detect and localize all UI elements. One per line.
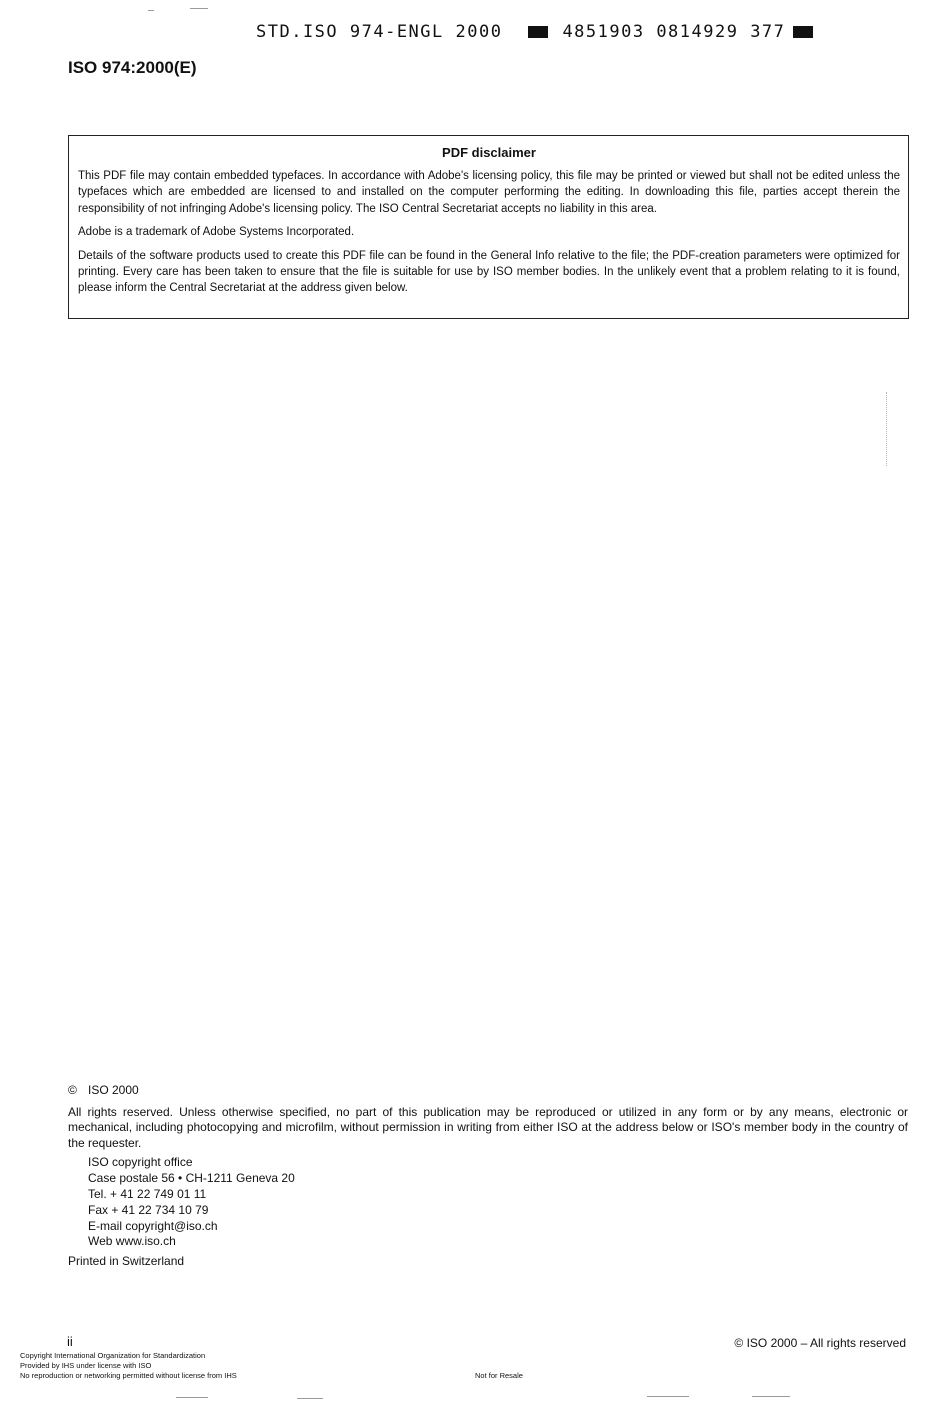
scan-artifact [647, 1396, 689, 1397]
scan-artifact [148, 10, 154, 11]
rights-text: All rights reserved. Unless otherwise specified, no part of this publication may be reproduced or utilized in any form or by any means, electronic or mechanical, including photocopying and microfilm, without permission in writing from either ISO at the address below or ISO's member body in the country of the requester. [68, 1104, 908, 1150]
scan-artifact [752, 1396, 790, 1397]
ihs-line: Copyright International Organization for Standardization [20, 1351, 206, 1360]
disclaimer-title: PDF disclaimer [442, 145, 536, 160]
copyright-notice-text: ISO 2000 [88, 1083, 139, 1097]
barcode-block [528, 26, 548, 38]
scan-artifact [176, 1397, 208, 1398]
address-line: ISO copyright office [88, 1155, 193, 1170]
scan-artifact [190, 8, 208, 9]
copyright-symbol: © [68, 1083, 77, 1097]
ihs-license-notice [20, 1351, 237, 1381]
std-header-line [256, 22, 813, 42]
barcode-block [793, 26, 813, 38]
address-line: Fax + 41 22 734 10 79 [88, 1202, 209, 1217]
copyright-notice [68, 1083, 908, 1099]
copyright-section [68, 1083, 908, 1270]
address-line: Case postale 56 • CH-1211 Geneva 20 [88, 1171, 295, 1186]
scan-artifact [297, 1398, 323, 1399]
pdf-disclaimer-box [68, 135, 909, 319]
address-line: E-mail copyright@iso.ch [88, 1218, 218, 1233]
ihs-line: Provided by IHS under license with ISO [20, 1361, 152, 1370]
disclaimer-paragraph: This PDF file may contain embedded typefaces. In accordance with Adobe's licensing policy, this file may be printed or viewed but shall not be edited unless the typefaces which are embedded are licensed to and installed on the computer performing the editing. In downloading this file, parties accept therein the responsibility of not infringing Adobe's licensing policy. The ISO Central Secretariat accepts no liability in this area. [78, 170, 900, 215]
document-id: ISO 974:2000(E) [68, 58, 197, 77]
barcode-code: 4851903 0814929 377 [562, 22, 786, 42]
disclaimer-paragraph: Adobe is a trademark of Adobe Systems Incorporated. [78, 226, 355, 239]
address-line: Tel. + 41 22 749 01 11 [88, 1186, 207, 1201]
not-for-resale: Not for Resale [475, 1371, 523, 1380]
printed-in: Printed in Switzerland [68, 1254, 185, 1269]
ihs-line: No reproduction or networking permitted without license from IHS [20, 1371, 237, 1380]
disclaimer-paragraph: Details of the software products used to create this PDF file can be found in the General Info relative to the file; the PDF-creation parameters were optimized for printing. Every care has been taken to ensure that the file is suitable for use by ISO member bodies. In the unlikely event that a problem relating to it is found, please inform the Central Secretariat at the address given below. [78, 249, 900, 295]
footer-rights-reserved: © ISO 2000 – All rights reserved [734, 1336, 906, 1350]
address-line: Web www.iso.ch [88, 1234, 176, 1249]
margin-mark [886, 392, 889, 466]
copyright-office-address [88, 1155, 908, 1250]
std-code: STD.ISO 974-ENGL 2000 [256, 22, 503, 42]
page-number: ii [67, 1334, 73, 1349]
